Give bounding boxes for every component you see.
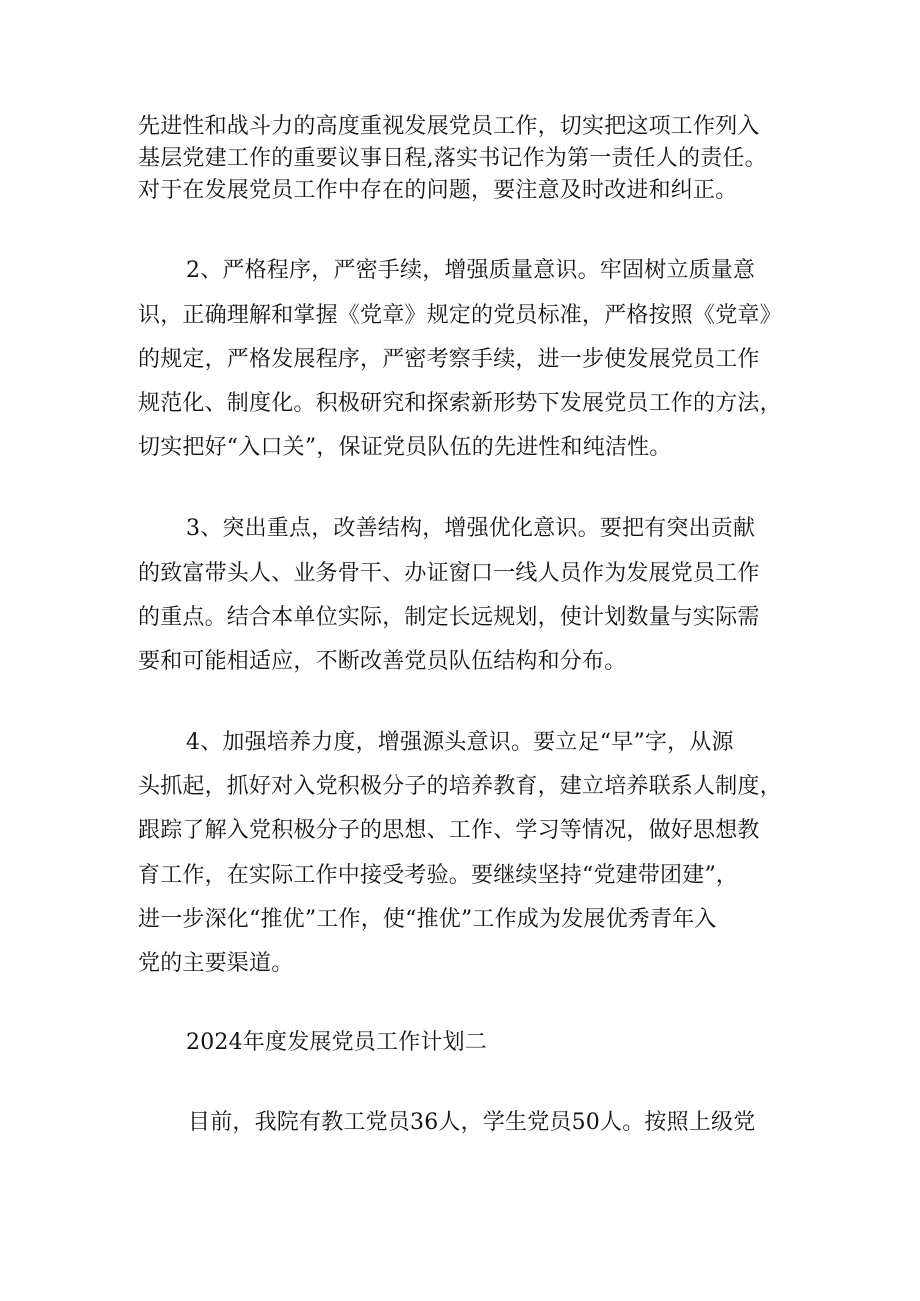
paragraph-5-line-1: 目前，我院有教工党员36人，学生党员50人。按照上级党 — [188, 1110, 756, 1135]
paragraph-4-line-2: 头抓起，抓好对入党积极分子的培养教育，建立培养联系人制度， — [138, 774, 782, 799]
paragraph-2-line-4: 规范化、制度化。积极研究和探索新形势下发展党员工作的方法， — [138, 391, 782, 416]
paragraph-4-line-4: 育工作，在实际工作中接受考验。要继续坚持“党建带团建”， — [138, 863, 739, 888]
paragraph-2-line-1: 2、严格程序，严密手续，增强质量意识。牢固树立质量意 — [186, 258, 756, 283]
paragraph-4-line-1: 4、加强培养力度，增强源头意识。要立足“早”字，从源 — [186, 730, 734, 755]
paragraph-2-line-5: 切实把好“入口关”，保证党员队伍的先进性和纯洁性。 — [138, 435, 672, 460]
paragraph-3-line-1: 3、突出重点，改善结构，增强优化意识。要把有突出贡献 — [186, 516, 756, 541]
paragraph-3-line-4: 要和可能相适应，不断改善党员队伍结构和分布。 — [138, 649, 627, 674]
paragraph-2-line-2: 识，正确理解和掌握《党章》规定的党员标准，严格按照《党章》 — [138, 303, 782, 328]
paragraph-2-line-3: 的规定，严格发展程序，严密考察手续，进一步使发展党员工作 — [138, 347, 760, 372]
paragraph-1-line-2: 基层党建工作的重要议事日程,落实书记作为第一责任人的责任。 — [138, 146, 767, 171]
paragraph-3-line-2: 的致富带头人、业务骨干、办证窗口一线人员作为发展党员工作 — [138, 561, 760, 586]
paragraph-4-line-5: 进一步深化“推优”工作，使“推优”工作成为发展优秀青年入 — [138, 907, 717, 932]
paragraph-1-line-3: 对于在发展党员工作中存在的问题，要注意及时改进和纠正。 — [138, 178, 738, 203]
paragraph-4-line-6: 党的主要渠道。 — [138, 951, 294, 976]
paragraph-4-line-3: 跟踪了解入党积极分子的思想、工作、学习等情况，做好思想教 — [138, 818, 760, 843]
paragraph-3-line-3: 的重点。结合本单位实际，制定长远规划，使计划数量与实际需 — [138, 605, 760, 630]
paragraph-1-line-1: 先进性和战斗力的高度重视发展党员工作，切实把这项工作列入 — [138, 114, 760, 139]
section-heading: 2024年度发展党员工作计划二 — [186, 1030, 487, 1055]
